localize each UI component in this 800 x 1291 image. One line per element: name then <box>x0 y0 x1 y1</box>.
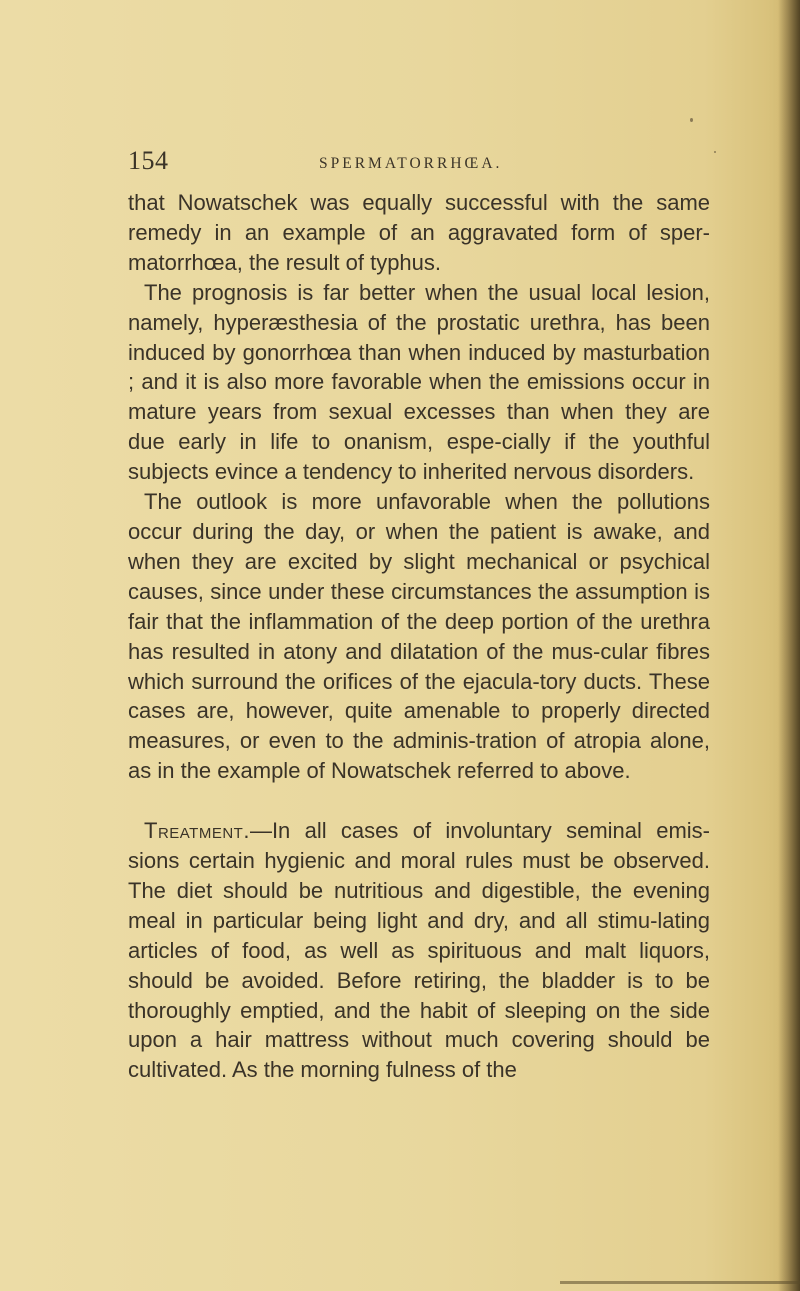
paragraph-text: The prognosis is far better when the usual local lesion, namely, hyperæsthesia of the prostatic urethra, has been induced by gonorrhœa than when induced by masturbation ; and it is also more favorable when the emissions occur in mature years from sexual excesses than when they are due early in life to onanism, espe-cially if the youthful subjects evince a tendency to inherited nervous disorders. <box>128 279 710 485</box>
paragraph <box>128 487 710 786</box>
paragraph-text: that Nowatschek was equally successful with the same remedy in an example of an aggravated form of sper-matorrhœa, the result of typhus. <box>128 190 710 275</box>
paragraph-text: The outlook is more unfavorable when the pollutions occur during the day, or when the patient is awake, and when they are excited by slight mechanical or psychical causes, since under these circumstances the assumption is fair that the inflammation of the deep portion of the urethra has resulted in atony and dilatation of the mus-cular fibres which surround the orifices of the ejacula-tory ducts. These cases are, however, quite amenable to properly directed measures, or even to the adminis-tration of atropia alone, as in the example of Nowatschek referred to above. <box>128 489 710 784</box>
paragraph <box>128 188 710 278</box>
paragraph-text: —In all cases of involuntary seminal emis-sions certain hygienic and moral rules must be observed. The diet should be nutritious and digestible, the evening meal in particular being light and dry, and all stimu-lating articles of food, as well as spirituous and malt liquors, should be avoided. Before retiring, the bladder is to be thoroughly emptied, and the habit of sleeping on the side upon a hair mattress without much covering should be cultivated. As the morning fulness of the <box>128 818 710 1083</box>
page-header <box>128 146 728 186</box>
page-edge-shadow <box>778 0 800 1291</box>
section-lead: Treatment. <box>144 818 250 844</box>
paragraph <box>128 816 710 1085</box>
paragraph <box>128 278 710 487</box>
page-number: 154 <box>128 146 169 175</box>
paper-speck <box>690 118 693 122</box>
bottom-edge-line <box>560 1281 800 1284</box>
body-text <box>128 188 710 1085</box>
running-head: SPERMATORRHŒA. <box>319 155 503 172</box>
